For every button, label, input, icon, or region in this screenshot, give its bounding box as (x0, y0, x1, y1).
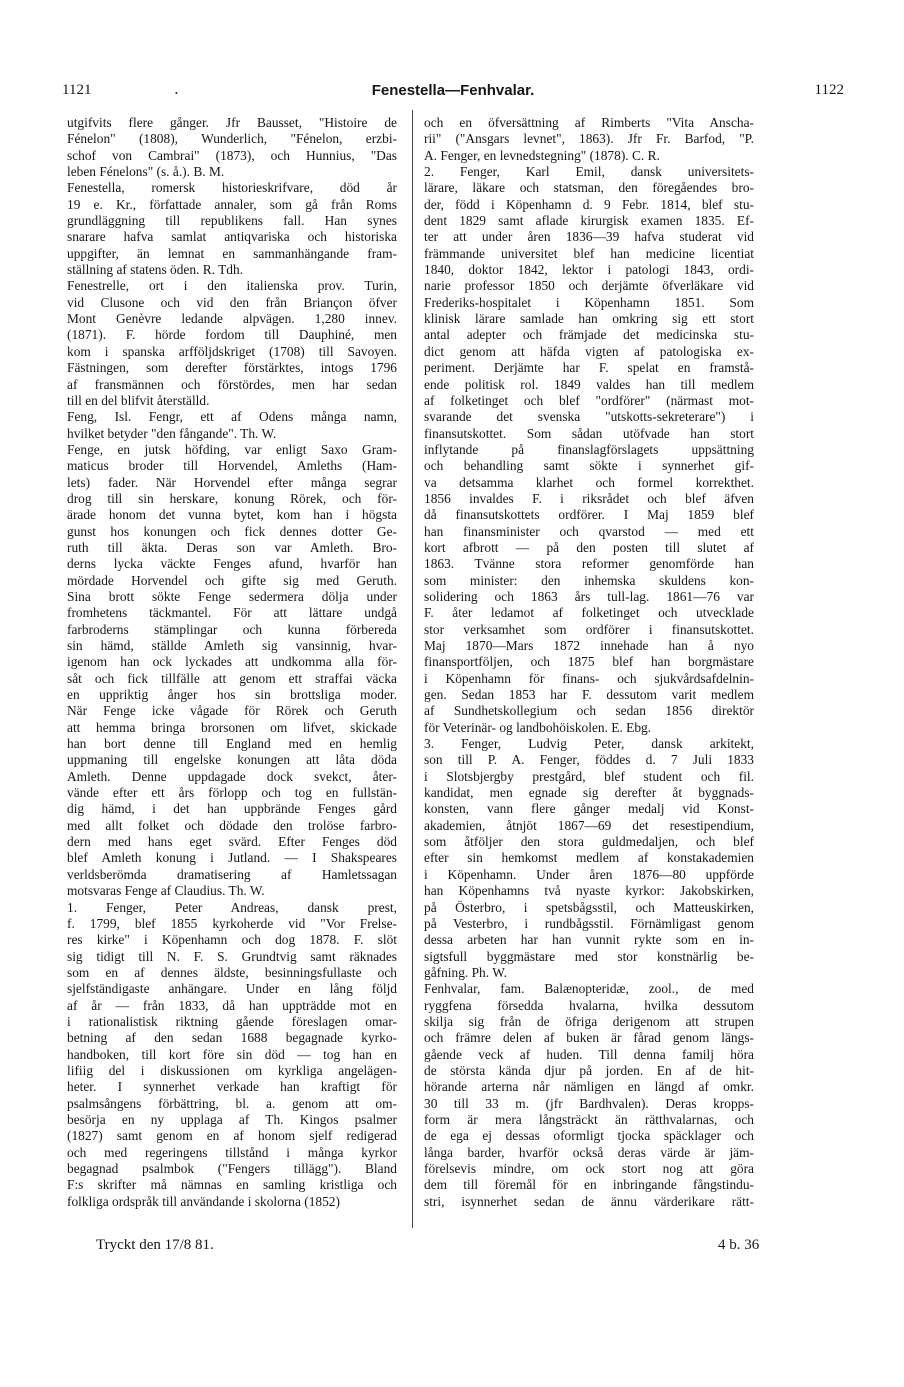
text-line: uppgifter, än lemnat en sammanhängande fram- (67, 245, 397, 261)
text-line: förelsevis mindre, om ock stort nog att göra (424, 1161, 754, 1176)
text-line: af fransmännen och förstördes, men har sedan (67, 376, 397, 392)
text-line: långa barder, hvarför också deras värde är jäm- (424, 1144, 754, 1160)
text-line: såt och fick tillfälle att genom ett straffai väcka (67, 670, 397, 686)
text-line: snarare hafva samlat antiqvariska och historiska (67, 229, 397, 245)
text-line: heter. I synnerhet verkade han kraftigt för (67, 1079, 397, 1095)
text-line: ende politisk rol. 1849 valdes han till medlem (424, 376, 754, 392)
text-line: utgifvits flere gånger. Jfr Bausset, "Histoire de (67, 115, 397, 130)
text-line: 1863. Tvänne stora reformer genomförde han (424, 556, 754, 572)
text-line: hvilket betyder "den fångande". Th. W. (67, 425, 277, 441)
text-line: besörja en ny upplaga af Th. Kingos psalmer (67, 1111, 397, 1127)
text-line: svarande det svenska "utskotts-sekreterare") i (424, 409, 754, 425)
text-line: Fenge, en jutsk höfding, var enligt Saxo Gram- (67, 441, 397, 457)
text-line: att hemma bringa brorsonen om lifvet, skickade (67, 719, 397, 735)
text-line: motsvaras Fenge af Claudius. Th. W. (67, 883, 265, 899)
text-line: lets) fader. När Horvendel efter många segrar (67, 474, 397, 490)
text-line: maticus broder till Horvendel, Amleths (Ham- (67, 458, 397, 474)
running-title: Fenestella—Fenhvalar. (371, 82, 535, 99)
text-line: konsten, vann flere gånger medalj vid Konst- (424, 801, 754, 817)
text-line: och med regeringens tillstånd i många kyrkor (67, 1144, 397, 1160)
text-line: dict genom att häfda vigten af patologiska ex- (424, 343, 754, 359)
text-line: 30 till 33 m. (jfr Bardhvalen). Deras kropps- (424, 1095, 754, 1111)
text-line: folkliga ordspråk till användande i skolorna (1852) (67, 1193, 340, 1209)
text-line: handboken, till kort före sin död — tog han en (67, 1046, 397, 1062)
text-line: dem till föremål för en inbringande fångstindu- (424, 1177, 754, 1193)
text-line: som åtföljer den stora guldmedaljen, och blef (424, 834, 754, 850)
print-date: Tryckt den 17/8 81. (96, 1237, 214, 1253)
text-line: vände efter ett års förlopp och tog en fullstän- (67, 785, 397, 801)
text-line: som en af dennes äldste, besinningsfullaste och (67, 964, 397, 980)
text-line: igenom han ock lyckades att undkomma alla för- (67, 654, 397, 670)
text-line: schof von Cambrai" (1873), och Hunnius, "Das (67, 147, 397, 163)
text-line: När Fenge icke vågade för Rörek och Geruth (67, 703, 397, 719)
text-line: son till P. A. Fenger, föddes d. 7 Juli 1833 (424, 752, 754, 768)
text-line: form är mera långsträckt än rätthvalarnas, och (424, 1111, 754, 1127)
text-line: Fenestrelle, ort i den italienska prov. Turin, (67, 278, 397, 294)
text-line: Fenhvalar, fam. Balænopteridæ, zool., de med (424, 981, 754, 997)
text-line: en uppriktig ånger hos sin brottsliga moder. (67, 687, 397, 703)
text-line: af år — från 1833, då han uppträdde mot en (67, 997, 397, 1013)
text-line: af folketinget och blef "ordförer" (närmast mot- (424, 392, 754, 408)
text-line: betning af den sedan 1688 begagnade kyrko- (67, 1030, 397, 1046)
text-line: stri, isynnerhet sedan de ännu värderikare rätt- (424, 1193, 754, 1209)
page-header (62, 82, 844, 102)
text-line: finansportföljen, och 1875 blef han borgmästare (424, 654, 754, 670)
text-line: gående veck af huden. Till denna familj höra (424, 1046, 754, 1062)
text-line: inflytande på finanslagförslagets uppsättning (424, 441, 754, 457)
text-line: solidering och 1863 års tull-lag. 1861—76 var (424, 588, 754, 604)
text-line: F:s skrifter må nämnas en samling kristliga och (67, 1177, 397, 1193)
text-line: och behandling samt sökte i synnerhet gif- (424, 458, 754, 474)
text-line: han bort denne till England med en hemlig (67, 736, 397, 752)
text-line: f. 1799, blef 1855 kyrkoherde vid "Vor Frelse- (67, 915, 397, 931)
text-line: hörande arterna når nämligen en längd af omkr. (424, 1079, 754, 1095)
text-line: kort afbrott — på den posten till slutet af (424, 539, 754, 555)
text-line: Maj 1870—Mars 1872 innehade han å nyo (424, 638, 754, 653)
text-line: 1. Fenger, Peter Andreas, dansk prest, (67, 899, 397, 915)
text-line: ruth till äkta. Deras son var Amleth. Bro- (67, 539, 397, 555)
text-line: Amleth. Denne uppdagade dock svekct, åter- (67, 768, 397, 784)
text-line: lifiig del i diskussionen om kyrkliga angelägen- (67, 1062, 397, 1078)
text-line: grundläggning till republikens fall. Han synes (67, 213, 397, 229)
text-line: sjelfständigaste anhängare. Under en lång följd (67, 981, 397, 997)
text-line: och främre delen af buken är fårad genom längs- (424, 1030, 754, 1046)
text-line: med allt folket och dödade den trolöse farbro- (67, 817, 397, 833)
column-divider (412, 110, 413, 1228)
text-line: i Köpenhamn för finans- och sjukvårdsafdelnin- (424, 670, 754, 686)
text-line: och en öfversättning af Rimberts "Vita Anscha- (424, 115, 754, 130)
text-line: Fenestella, romersk historieskrifvare, död år (67, 180, 397, 196)
text-line: Mont Genèvre ledande alpvägen. 1,280 innev. (67, 311, 397, 327)
text-line: gåfning. Ph. W. (424, 964, 507, 980)
text-line: i rationalistisk riktning gående föreslagen omar- (67, 1013, 397, 1029)
text-line: leben Fénelons" (s. å.). B. M. (67, 164, 225, 180)
text-line: 3. Fenger, Ludvig Peter, dansk arkitekt, (424, 736, 754, 752)
text-line: 1856 invaldes F. i riksrådet och blef äfven (424, 490, 754, 506)
text-line: psalmsångens förbättring, bl. a. genom att om- (67, 1095, 397, 1111)
text-line: klinisk lärare samlade han omkring sig ett stort (424, 311, 754, 327)
text-line: der, född i Köpenhamn d. 9 Febr. 1814, blef stu- (424, 196, 754, 212)
text-line: finansutskottet. Som sådan utöfvade han stort (424, 425, 754, 441)
text-line: dig hämd, i det han uppbrände Fenges gård (67, 801, 397, 817)
text-line: för Veterinär- og landbohöiskolen. E. Ebg. (424, 719, 652, 735)
text-line: då finansutskottets ordförer. I Maj 1859 blef (424, 507, 754, 523)
text-line: narie professor 1850 och derjämte öfverläkare vid (424, 278, 754, 294)
text-line: gen. Sedan 1853 har F. dessutom varit medlem (424, 687, 754, 703)
text-line: uppmaning till engelske konungen att låta döda (67, 752, 397, 768)
text-line: antal adepter och främjade det medicinska stu- (424, 327, 754, 343)
text-line: rii" ("Ansgars levnet", 1863). Jfr Fr. Barfod, "P. (424, 131, 754, 147)
text-line: han Köpenhamns två nyaste kyrkor: Jakobskirken, (424, 883, 754, 899)
text-line: kandidat, men egnade sig derefter åt byggnads- (424, 785, 754, 801)
text-line: dern med hans eget svärd. Efter Fenges död (67, 834, 397, 850)
text-line: ärade honom det vunna bytet, kom han i högsta (67, 507, 397, 523)
text-line: på Österbro, i spetsbågsstil, och Matteuskirken, (424, 899, 754, 915)
text-line: 2. Fenger, Karl Emil, dansk universitets- (424, 164, 754, 180)
text-line: dessa arbeten har han vunnit rykte som en in- (424, 932, 754, 948)
text-line: främmande universitet blef han medicine licentiat (424, 245, 754, 261)
text-line: som minister: den inhemska skuldens kon- (424, 572, 754, 588)
text-line: stor verksamhet som ordförer i finansutskottet. (424, 621, 754, 637)
text-line: han finansminister och qvarstod — med ett (424, 523, 754, 539)
text-line: i Köpenhamn. Under åren 1876—80 uppförde (424, 866, 754, 882)
page-number-right: 1122 (814, 82, 844, 98)
text-line: farbroderns stämplingar och kunna förbereda (67, 621, 397, 637)
text-line: A. Fenger, en levnedstegning" (1878). C. R. (424, 147, 660, 163)
text-line: Frederiks-hospitalet i Köpenhamn 1851. Som (424, 294, 754, 310)
text-line: Fénelon" (1808), Wunderlich, "Fénelon, erzbi- (67, 131, 397, 147)
text-line: res kirke" i Köpenhamn och dog 1878. F. slöt (67, 932, 397, 948)
text-line: de största kända djur på jorden. En af de hit- (424, 1062, 754, 1078)
text-line: va detsamma klarhet och formel korrekthet. (424, 474, 754, 490)
page-number-left: 1121 (62, 82, 92, 98)
text-line: ryggfena försedda hvalarna, hvilka dessutom (424, 997, 754, 1013)
text-line: derns lycka väckte Fenges afund, hvarför han (67, 556, 397, 572)
text-line: ställning af statens öden. R. Tdh. (67, 262, 244, 278)
text-line: Sina brott sökte Fenge sedermera dölja under (67, 588, 397, 604)
text-line: 1840, doktor 1842, lektor i patologi 1843, ordi- (424, 262, 754, 278)
text-line: fromhetens täckmantel. För att lättare undgå (67, 605, 397, 621)
text-line: kom i spanska arfföljdskriget (1708) till Savoyen. (67, 343, 397, 359)
text-line: dent 1829 samt aflade kirurgisk examen 1835. Ef- (424, 213, 754, 229)
page-footer (0, 1237, 904, 1257)
text-line: periment. Derjämte har F. spelat en framstå- (424, 360, 754, 376)
text-line: verldsberömda dramatisering af Hamletssagan (67, 866, 397, 882)
text-line: mördade Horvendel och gifte sig med Geruth. (67, 572, 397, 588)
text-line: de ega ej dessas oformligt tjocka späcklager och (424, 1128, 754, 1144)
text-line: vid Clusone och vid den från Briançon öfver (67, 294, 397, 310)
text-line: Fästningen, som derefter förstärktes, intogs 1796 (67, 360, 397, 376)
text-line: af Sundhetskollegium och sedan 1856 direktör (424, 703, 754, 719)
text-line: efter sin hemkomst medlem af konstakademien (424, 850, 754, 866)
text-line: sig tidigt till N. F. S. Grundtvig samt räknades (67, 948, 397, 964)
header-dot: . (174, 80, 179, 98)
text-line: i Slotsbjergby prestgård, blef student och fil. (424, 768, 754, 784)
text-line: på Vesterbro, i rundbågsstil. Förnämligast genom (424, 915, 754, 931)
text-line: Feng, Isl. Fengr, ett af Odens många namn, (67, 409, 397, 425)
text-line: gunst hos konungen och fick dennes dotter Ge- (67, 523, 397, 539)
text-line: begagnad psalmbok ("Fengers tillägg"). Bland (67, 1161, 397, 1176)
text-line: drog till sin herskare, konung Rörek, och för- (67, 490, 397, 506)
text-line: (1871). F. hörde fordom till Dauphiné, men (67, 327, 397, 343)
text-line: sigtsfull byggmästare med stor konstnärlig be- (424, 948, 754, 964)
text-line: akademien, åtnjöt 1867—69 det resestipendium, (424, 817, 754, 833)
text-line: lärare, läkare och statsman, den föregåendes bro- (424, 180, 754, 196)
text-line: (1827) samt genom en af honom sjelf redigerad (67, 1128, 397, 1144)
text-line: blef Amleth konung i Jutland. — I Shakspeares (67, 850, 397, 866)
text-line: ter att under åren 1836—39 hafva studerat vid (424, 229, 754, 245)
right-column (424, 115, 754, 1210)
text-line: F. åter ledamot af folketinget och utvecklade (424, 605, 754, 621)
text-line: till en del blifvit återställd. (67, 392, 210, 408)
text-line: skilja sig från de öfriga derigenom att strupen (424, 1013, 754, 1029)
signature-mark: 4 b. 36 (718, 1237, 760, 1253)
text-line: sin hämd, ställde Amleth sig vansinnig, hvar- (67, 638, 397, 653)
text-line: 19 e. Kr., författade annaler, som gå från Roms (67, 196, 397, 212)
left-column (67, 115, 397, 1210)
